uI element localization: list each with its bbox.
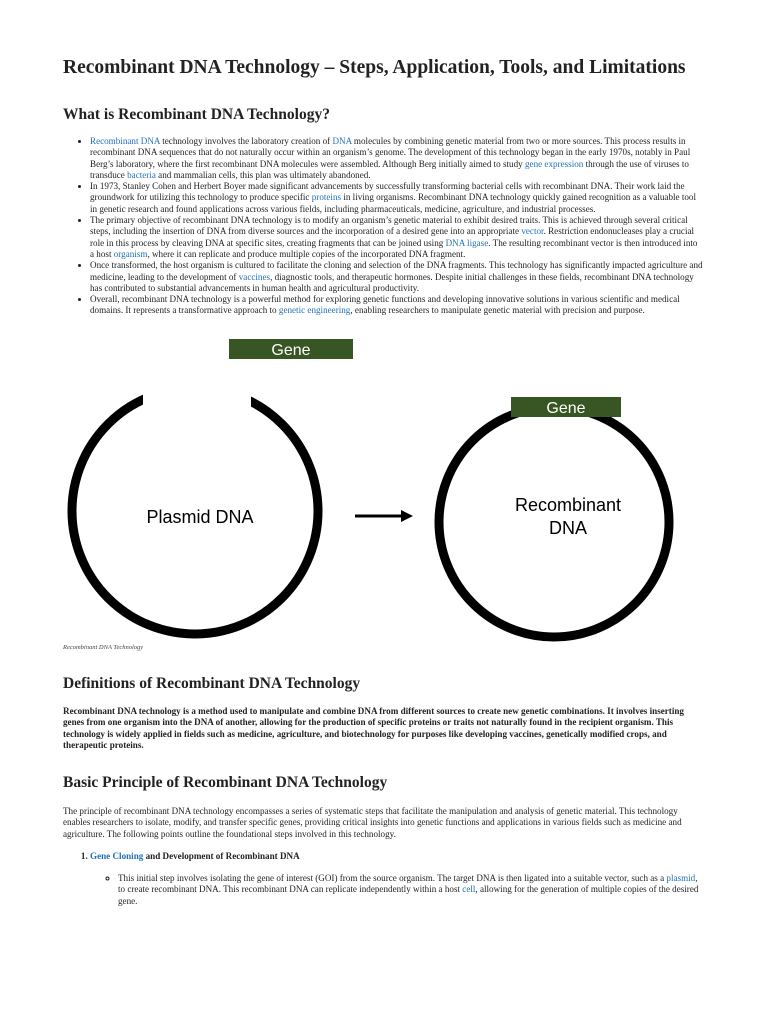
list-item: • The primary objective of recombinant DNA technology is to modify an organism’s genetic material to exhibit desired traits. This is achieved through several critical steps, including the insertion of DNA from diverse sources and the incorporation of a desired gene into an appropriate vector. Restriction endonucleases play a crucial role in this process by cleaving DNA at specific sites, creating fragments that can be joined using DNA ligase. The resulting recombinant vector is then introduced into a host organism, where it can replicate and produce multiple copies of the incorporated DNA fragment. bbox=[90, 215, 703, 260]
article-content bbox=[63, 0, 703, 907]
section-heading-definitions: Definitions of Recombinant DNA Technology bbox=[63, 674, 361, 692]
recombinant-label-line2: DNA bbox=[548, 517, 588, 538]
gene-label-top: Gene bbox=[271, 341, 311, 359]
link-organism[interactable]: organism bbox=[113, 248, 148, 259]
link-dna[interactable]: DNA bbox=[332, 136, 352, 146]
link-recombinant-dna[interactable]: Recombinant DNA bbox=[90, 136, 160, 146]
steps-list bbox=[63, 850, 703, 908]
link-proteins[interactable]: proteins bbox=[311, 192, 342, 203]
list-item: • Once transformed, the host organism is cultured to facilitate the cloning and selection of the DNA fragments. This technology has significantly impacted agriculture and medicine, leading to the development of vaccines, diagnostic tools, and therapeutic hormones. Despite initial challenges in these fields, recombinant DNA technology has contributed to substantial advancements in human health and agricultural productivity. bbox=[90, 260, 703, 294]
figure-caption: Recombinant DNA Technology bbox=[63, 643, 144, 651]
list-item: ◦ This initial step involves isolating the gene of interest (GOI) from the source organism. The target DNA is then ligated into a suitable vector, such as a plasmid, to create recombinant DNA. This recombinant DNA can replicate independently within a host cell, allowing for the generation of multiple copies of the desired gene. bbox=[118, 873, 703, 908]
link-dna-ligase[interactable]: DNA ligase bbox=[445, 237, 489, 248]
list-item: • In 1973, Stanley Cohen and Herbert Boyer made significant advancements by successfully transforming bacterial cells with recombinant DNA. Their work laid the groundwork for utilizing this technology to produce specific proteins in living organisms. Recombinant DNA technology quickly gained recognition as a valuable tool in genetic research and found applications across various fields, including pharmaceuticals, medicine, agriculture, and industrial processes. bbox=[90, 181, 703, 215]
step-sub-list bbox=[90, 873, 703, 908]
list-item: 1. Gene Cloning and Development of Recombinant DNA ◦ This initial step involves isolating the gene of interest (GOI) from the source organism. The target DNA is then ligated into a suitable vector, such as a plasmid, to create recombinant DNA. This recombinant DNA can replicate independently within a host cell, allowing for the generation of multiple copies of the desired gene. bbox=[90, 850, 703, 908]
intro-bullet-list bbox=[63, 136, 703, 317]
link-vector[interactable]: vector bbox=[521, 226, 544, 237]
article-title: Recombinant DNA Technology – Steps, Application, Tools, and Limitations bbox=[63, 57, 686, 78]
basic-principle-paragraph: The principle of recombinant DNA technology encompasses a series of systematic steps that facilitate the manipulation and analysis of genetic material. This technology enables researchers to isolate, modify, and transfer specific genes, providing critical insights into genetic functions and applications in various fields such as medicine and agriculture. The following points outline the foundational steps involved in this technology. bbox=[63, 805, 682, 839]
recombinant-label-line1: Recombinant bbox=[514, 494, 622, 515]
section-heading-what-is: What is Recombinant DNA Technology? bbox=[63, 106, 330, 123]
link-vaccines[interactable]: vaccines bbox=[238, 271, 271, 282]
definitions-paragraph: Recombinant DNA technology is a method used to manipulate and combine DNA from different sources to create new genetic combinations. It involves inserting genes from one organism into the DNA of another, allowing for the production of specific proteins or traits not naturally found in the recipient organism. This technology is widely applied in fields such as medicine, agriculture, and biotechnology for purposes like developing vaccines, genetically modified crops, and therapeutic proteins. bbox=[63, 705, 684, 751]
plasmid-gap bbox=[143, 383, 251, 407]
list-item: • Overall, recombinant DNA technology is a powerful method for exploring genetic functions and developing innovative solutions in various scientific and medical domains. It represents a transformative approach to genetic engineering, enabling researchers to manipulate genetic material with precision and purpose. bbox=[90, 294, 703, 317]
link-gene-expression[interactable]: gene expression bbox=[524, 158, 584, 169]
recombinant-dna-figure bbox=[63, 333, 703, 643]
section-heading-basic-principle: Basic Principle of Recombinant DNA Technology bbox=[63, 773, 388, 791]
link-cell[interactable]: cell bbox=[462, 884, 476, 895]
link-plasmid[interactable]: plasmid bbox=[666, 872, 696, 883]
recombinant-dna-diagram bbox=[63, 333, 703, 643]
link-gene-cloning[interactable]: Gene Cloning bbox=[90, 850, 144, 861]
link-bacteria[interactable]: bacteria bbox=[127, 169, 156, 180]
gene-label-inserted: Gene bbox=[546, 399, 586, 417]
list-item: • Recombinant DNA technology involves the laboratory creation of DNA molecules by combining genetic material from two or more sources. This process results in recombinant DNA sequences that do not naturally occur within an organism’s genome. The development of this technology began in the early 1970s, notably in Paul Berg’s laboratory, where the first recombinant DNA molecules were assembled. Although Berg initially aimed to study gene expression through the use of viruses to transduce bacteria and mammalian cells, this plan was ultimately abandoned. bbox=[90, 136, 703, 181]
link-genetic-engineering[interactable]: genetic engineering bbox=[278, 305, 351, 316]
plasmid-dna-label: Plasmid DNA bbox=[146, 506, 254, 527]
